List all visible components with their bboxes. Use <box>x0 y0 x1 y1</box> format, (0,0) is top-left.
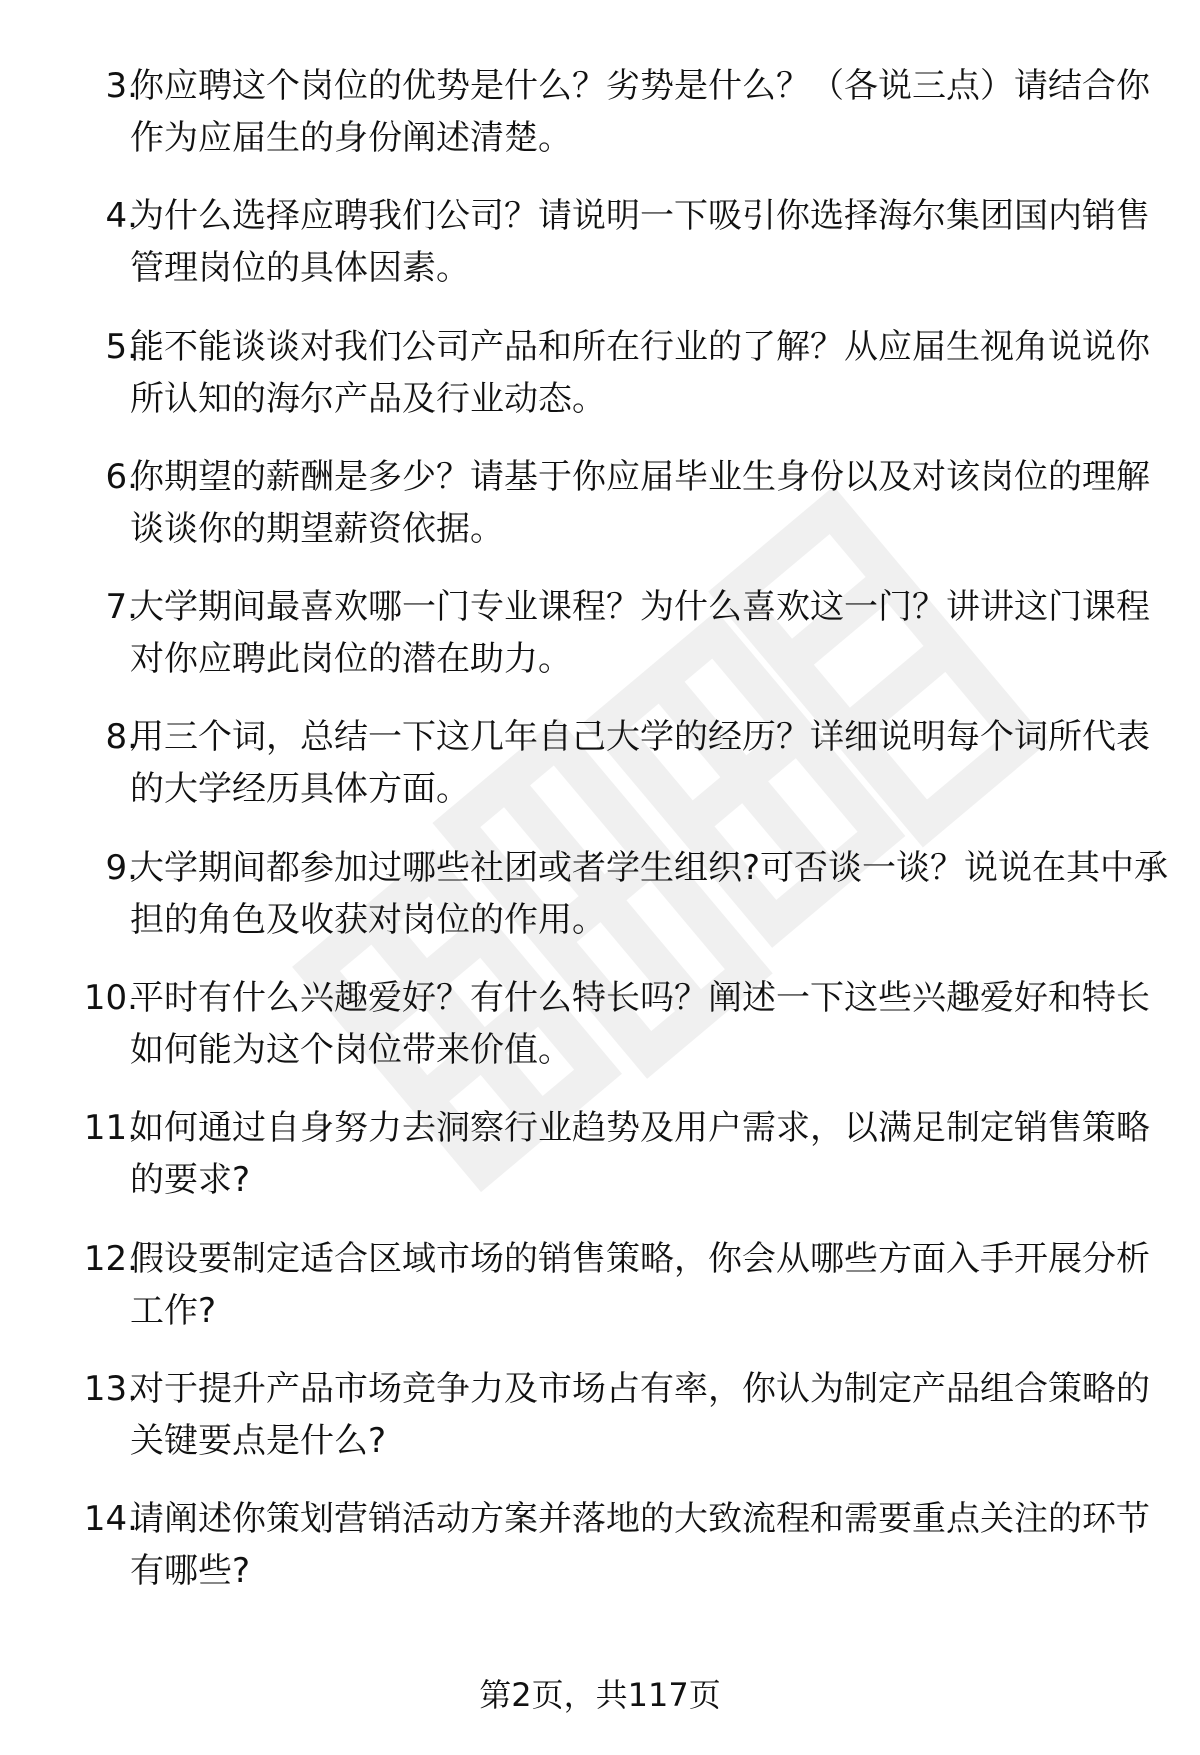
question-item <box>0 581 1200 711</box>
question-number: 10. <box>83 978 138 1019</box>
question-text: 大学期间最喜欢哪一门专业课程？为什么喜欢这一门？讲讲这门课程对你应聘此岗位的潜在助力。 <box>130 587 1150 680</box>
question-item <box>0 1363 1200 1493</box>
question-item <box>0 60 1200 190</box>
question-item <box>0 1233 1200 1363</box>
question-number: 12. <box>83 1238 138 1279</box>
question-text: 假设要制定适合区域市场的销售策略，你会从哪些方面入手开展分析工作? <box>130 1238 1150 1331</box>
question-text: 如何通过自身努力去洞察行业趋势及用户需求，以满足制定销售策略的要求? <box>130 1108 1150 1201</box>
question-text: 为什么选择应聘我们公司？请说明一下吸引你选择海尔集团国内销售管理岗位的具体因素。 <box>130 196 1150 289</box>
question-text: 对于提升产品市场竞争力及市场占有率，你认为制定产品组合策略的关键要点是什么? <box>130 1368 1150 1461</box>
question-item <box>0 1102 1200 1232</box>
question-list <box>0 60 1200 1624</box>
question-number: 7. <box>105 587 138 628</box>
question-number: 11. <box>83 1108 138 1149</box>
question-number: 13. <box>83 1368 138 1409</box>
question-text: 大学期间都参加过哪些社团或者学生组织?可否谈一谈？说说在其中承担的角色及收获对岗位的作用。 <box>130 847 1169 940</box>
question-item <box>0 321 1200 451</box>
question-item <box>0 972 1200 1102</box>
question-text: 能不能谈谈对我们公司产品和所在行业的了解？从应届生视角说说你所认知的海尔产品及行业动态。 <box>130 326 1150 419</box>
question-item <box>0 190 1200 320</box>
question-text: 你期望的薪酬是多少？请基于你应届毕业生身份以及对该岗位的理解谈谈你的期望薪资依据。 <box>130 456 1150 549</box>
question-number: 6. <box>105 456 138 497</box>
question-text: 请阐述你策划营销活动方案并落地的大致流程和需要重点关注的环节有哪些? <box>130 1499 1150 1592</box>
question-number: 14. <box>83 1499 138 1540</box>
question-item <box>0 842 1200 972</box>
question-text: 平时有什么兴趣爱好？有什么特长吗？阐述一下这些兴趣爱好和特长如何能为这个岗位带来价值。 <box>130 978 1150 1071</box>
question-number: 9. <box>105 847 138 888</box>
question-item <box>0 711 1200 841</box>
question-text: 用三个词，总结一下这几年自己大学的经历？详细说明每个词所代表的大学经历具体方面。 <box>130 717 1150 810</box>
question-number: 5. <box>105 326 138 367</box>
page-footer: 第2页，共117页 <box>479 1676 721 1714</box>
question-item <box>0 451 1200 581</box>
question-text: 你应聘这个岗位的优势是什么？劣势是什么？（各说三点）请结合你作为应届生的身份阐述清楚。 <box>130 66 1150 158</box>
question-number: 8. <box>105 717 138 758</box>
question-number: 4. <box>105 196 138 237</box>
question-item <box>0 1493 1200 1623</box>
question-number: 3. <box>105 66 138 106</box>
